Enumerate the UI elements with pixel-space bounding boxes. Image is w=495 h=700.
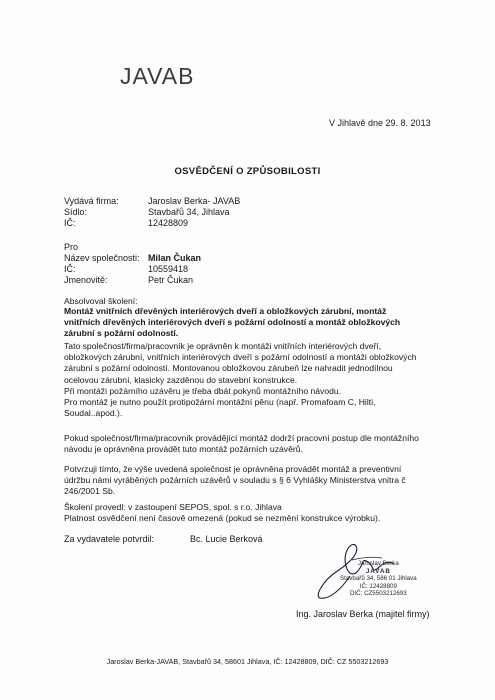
issuer-row [64,196,240,207]
confirmation-paragraph [64,464,430,498]
training-heading: Absolvoval školení: [64,296,138,306]
paragraph-line: Pro montáž je nutno použít protipožární montážní pěnu (např. Promafoam C, Hilti, [64,397,376,408]
training-by-paragraph [64,502,430,524]
paragraph-line: údržbu námi vyráběných požárních uzávěrů v souladu s § 6 Vyhlášky Ministerstva vnitra č [64,475,406,486]
place-and-date: V Jihlavě dne 29. 8. 2013 [329,118,431,128]
issuer-label: Vydává firma: [64,196,119,206]
paragraph-line: Soudal..apod.). [64,408,123,419]
paragraph-line: zárubní s požární odolností. Montovanou obložkovou zárubeň lze nahradit jednodílnou [64,363,393,374]
training-line: Montáž vnitřních dřevěných interiérových dveří a obložkových zárubní, montáž [64,306,387,316]
paragraph-line: Pokud společnost/firma/pracovník provádějící montáž dodrží pracovní postup dle montážního [64,433,419,443]
paragraph-line: Školení provedl: v zastoupení SEPOS, spol. s r.o. Jihlava [64,502,282,512]
page-footer: Jaroslav Berka-JAVAB, Stavbařů 34, 58601 Jihlava, IČ: 12428809, DIČ: CZ 5503212693 [106,657,389,666]
recipient-person-label: Jmenovitě: [64,275,108,285]
stamp-line: JAVAB [365,567,391,575]
document-title: OSVĚDČENÍ O ZPŮSOBILOSTI [174,166,321,177]
recipient-company-row [64,253,201,264]
stamp-line: Jaroslav Berka [357,560,399,567]
procedure-paragraph [64,433,430,455]
paragraph-line: Potvrzuji tímto, že výše uvedená společnost je oprávněna provádět montáž a preventivní [64,464,402,474]
recipient-company-value: Milan Čukan [148,253,202,263]
issuer-id-row [64,218,188,229]
issuer-address-row [64,207,230,218]
paragraph-line: návodu je oprávněna provádět tuto montáž požárních uzávěrů. [64,444,303,455]
paragraph-line: ocelovou zárubní, klasicky zazděnou do stavební konstrukce. [64,374,298,385]
recipient-heading: Pro [64,242,79,252]
recipient-person-row [64,275,193,286]
recipient-company-label: Název společnosti: [64,253,140,263]
recipient-id-row [64,264,188,275]
training-description [64,306,430,340]
training-line: vnitřních dřevěných interiérových dveří s požární odolností a montáž obložkových [64,317,401,328]
paragraph-line: Platnost osvědčení není časově omezená (pokud se nezmění konstrukce výrobku). [64,513,381,524]
training-line: zárubní s požární odolností. [64,328,179,339]
signatory-name: Ing. Jaroslav Berka (majitel firmy) [296,609,430,619]
recipient-id-value: 10559418 [148,264,189,274]
issuer-address-value: Stavbařů 34, Jihlava [148,207,230,217]
company-stamp [340,560,417,598]
recipient-person-value: Petr Čukan [148,275,194,285]
stamp-line: Stavbařů 34, 586 01 Jihlava [340,575,417,583]
recipient-id-label: IČ: [64,264,76,274]
paragraph-line: obložkových zárubní, vnitřních interiérových dveří s požární odolností a montáži obložkových [64,352,417,363]
stamp-line: IČ: 12428809 [359,582,397,590]
confirmed-by-value: Bc. Lucie Berková [190,534,263,544]
issuer-id-label: IČ: [64,218,76,228]
confirmed-by-label: Za vydavatele potvrdil: [64,534,155,544]
authorization-paragraph [64,341,430,419]
issuer-confirmation-row [64,534,263,545]
stamp-line: DIČ: CZ5503212693 [349,590,407,598]
issuer-address-label: Sídlo: [64,207,88,217]
paragraph-line: Při montáži požárního uzávěru je třeba dbát pokynů montážního návodu. [64,385,342,396]
issuer-value: Jaroslav Berka- JAVAB [148,196,241,206]
paragraph-line: Tato společnost/firma/pracovník je oprávněn k montáži vnitřních interiérových dveří, [64,341,382,351]
paragraph-line: 246/2001 Sb. [64,486,116,497]
issuer-id-value: 12428809 [148,218,189,228]
company-logo: JAVAB [120,63,195,89]
